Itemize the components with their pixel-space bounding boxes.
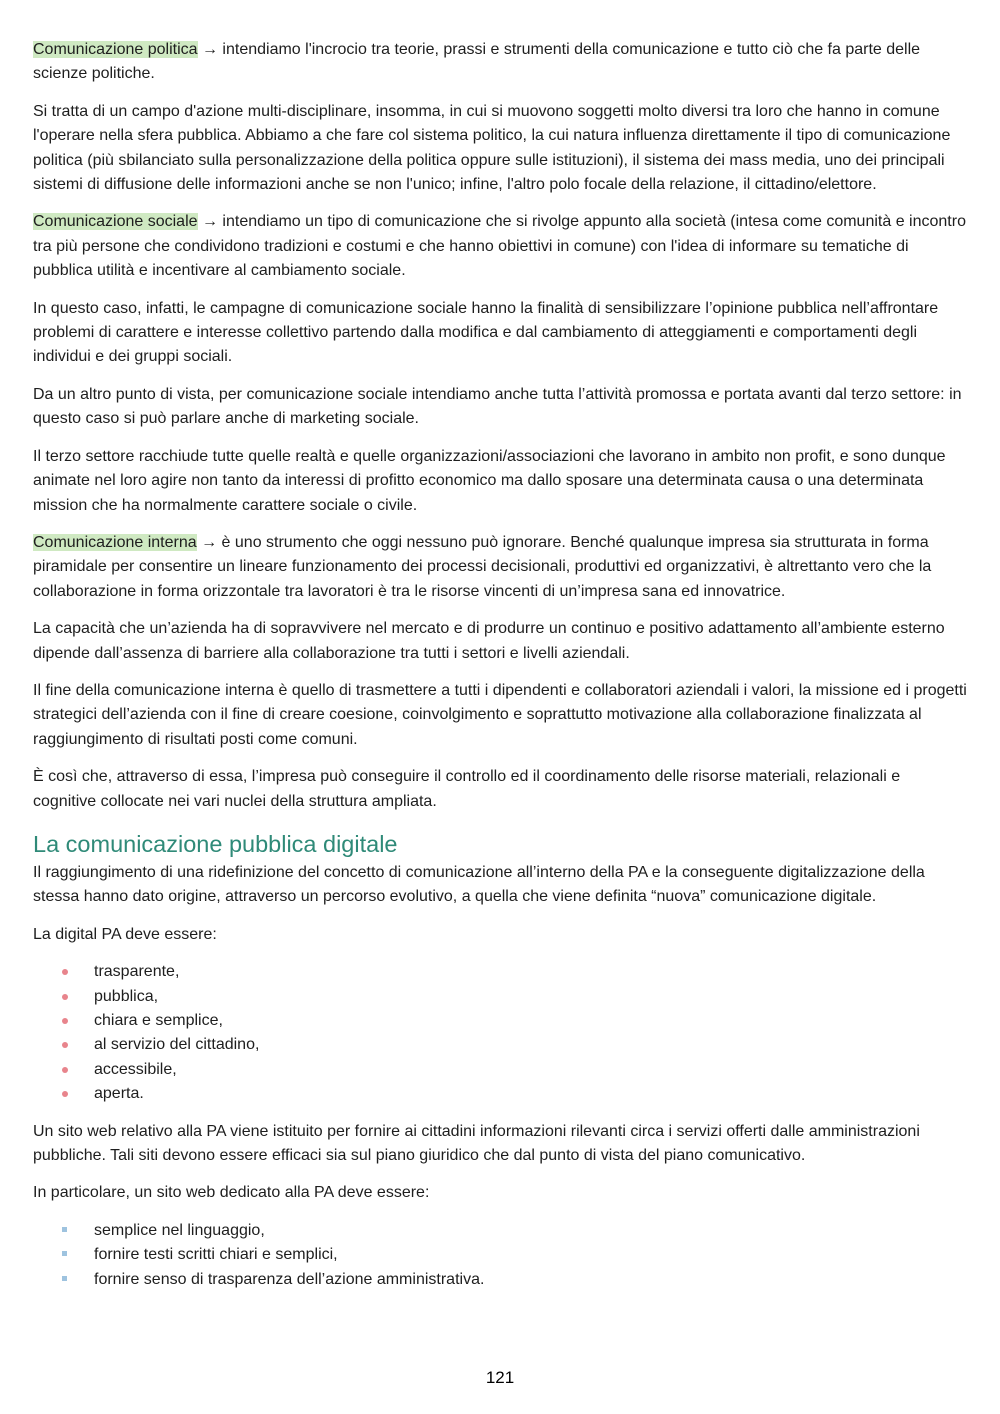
section-heading: La comunicazione pubblica digitale [33,830,398,857]
paragraph: Il fine della comunicazione interna è quello di trasmettere a tutti i dipendenti e collaboratori aziendali i valori, la missione ed i progetti strategici dell’azienda con il fine di creare coesione, coinvolgimento e soprattutto motivazione alla collaborazione finalizzata al raggiungimento di risultati posti come comuni. [33,681,967,748]
list-item [33,960,967,984]
paragraph-text: → intendiamo un tipo di comunicazione che si rivolge appunto alla società (intesa come comunità e incontro tra più persone che condividono tradizioni e costumi e che hanno obiettivi in comune) con l'idea di informare su tematiche di pubblica utilità e incentivare al cambiamento sociale. [33,213,966,280]
paragraph: Si tratta di un campo d'azione multi-disciplinare, insomma, in cui si muovono soggetti molto diversi tra loro che hanno in comune l'operare nella sfera pubblica. Abbiamo a che fare col sistema politico, la cui natura influenza direttamente il tipo di comunicazione politica (più sbilanciato sulla personalizzazione della politica oppure sulle istituzioni), il sistema dei mass media, uno dei principali sistemi di diffusione delle informazioni anche se non l'unico; infine, l'altro polo focale della relazione, il cittadino/elettore. [33,102,951,194]
list-item [33,1082,967,1106]
dot-bullet-icon [62,1042,68,1048]
highlighted-term: Comunicazione politica [33,41,198,58]
list-item [33,1009,967,1033]
paragraph: È così che, attraverso di essa, l’impresa può conseguire il controllo ed il coordinamento delle risorse materiali, relazionali e cognitive collocate nei vari nuclei della struttura ampliata. [33,768,901,810]
section-intro: Il raggiungimento di una ridefinizione del concetto di comunicazione all’interno della PA e la conseguente digitalizzazione della stessa hanno dato origine, attraverso un percorso evolutivo, a quella che viene definita “nuova” comunicazione digitale. [33,863,925,906]
paragraph: Il terzo settore racchiude tutte quelle realtà e quelle organizzazioni/associazioni che lavorano in ambito non profit, e sono dunque animate nel loro agire non tanto da interessi di profitto economico ma dallo sposare una determinata causa o una determinata mission che ha normalmente carattere sociale o civile. [33,447,946,514]
list-lead: In particolare, un sito web dedicato alla PA deve essere: [33,1184,430,1202]
digital-pa-list [33,960,967,1106]
list-item-text: semplice nel linguaggio, [94,1221,265,1239]
square-bullet-icon [62,1251,67,1256]
dot-bullet-icon [62,1067,68,1073]
list-item [33,1243,967,1267]
list-item [33,1219,967,1243]
paragraph-comunicazione-sociale [33,210,967,283]
highlighted-term: Comunicazione sociale [33,213,198,231]
list-item-text: pubblica, [94,987,159,1005]
list-item-text: accessibile, [94,1060,177,1078]
dot-bullet-icon [62,994,68,1000]
list-item-text: aperta. [94,1085,144,1103]
list-lead: La digital PA deve essere: [33,925,217,943]
square-bullet-icon [62,1227,67,1232]
paragraph-text: → intendiamo l'incrocio tra teorie, prassi e strumenti della comunicazione e tutto ciò che fa parte delle scienze politiche. [33,41,921,83]
dot-bullet-icon [62,1091,68,1097]
dot-bullet-icon [62,1018,68,1024]
paragraph-text: → è uno strumento che oggi nessuno può ignorare. Benché qualunque impresa sia strutturata in forma piramidale per consentire un lineare funzionamento dei processi decisionali, produttivi ed organizzativi, è altrettanto vero che la collaborazione in forma orizzontale tra lavoratori è tra le risorse vincenti di un’impresa sana ed innovatrice. [33,533,932,600]
pa-website-list [33,1219,967,1292]
list-item [33,1033,967,1057]
square-bullet-icon [62,1276,67,1281]
paragraph: Da un altro punto di vista, per comunicazione sociale intendiamo anche tutta l’attività promossa e portata avanti dal terzo settore: in questo caso si può parlare anche di marketing sociale. [33,385,962,428]
paragraph-comunicazione-politica [33,38,967,87]
paragraph: Un sito web relativo alla PA viene istituito per fornire ai cittadini informazioni rilevanti circa i servizi offerti dalle amministrazioni pubbliche. Tali siti devono essere efficaci sia sul piano giuridico che dal punto di vista del piano comunicativo. [33,1122,920,1165]
list-item-text: trasparente, [94,963,180,981]
paragraph: In questo caso, infatti, le campagne di comunicazione sociale hanno la finalità di sensibilizzare l’opinione pubblica nell’affrontare problemi di carattere e interesse collettivo partendo dalla modifica e dal cambiamento di atteggiamenti e comportamenti degli individui e dei gruppi sociali. [33,299,939,366]
dot-bullet-icon [62,969,68,975]
list-item [33,985,967,1009]
list-item [33,1268,967,1292]
list-item-text: chiara e semplice, [94,1012,223,1029]
list-item-text: al servizio del cittadino, [94,1036,260,1054]
page-number: 121 [485,1368,515,1387]
paragraph-comunicazione-interna [33,531,967,604]
document-page [33,38,967,1305]
paragraph: La capacità che un’azienda ha di sopravvivere nel mercato e di produrre un continuo e positivo adattamento all’ambiente esterno dipende dall’assenza di barriere alla collaborazione tra tutti i settori e livelli aziendali. [33,620,945,662]
list-item [33,1058,967,1082]
list-item-text: fornire testi scritti chiari e semplici, [94,1246,338,1264]
list-item-text: fornire senso di trasparenza dell’azione amministrativa. [94,1270,485,1288]
highlighted-term: Comunicazione interna [33,533,197,551]
